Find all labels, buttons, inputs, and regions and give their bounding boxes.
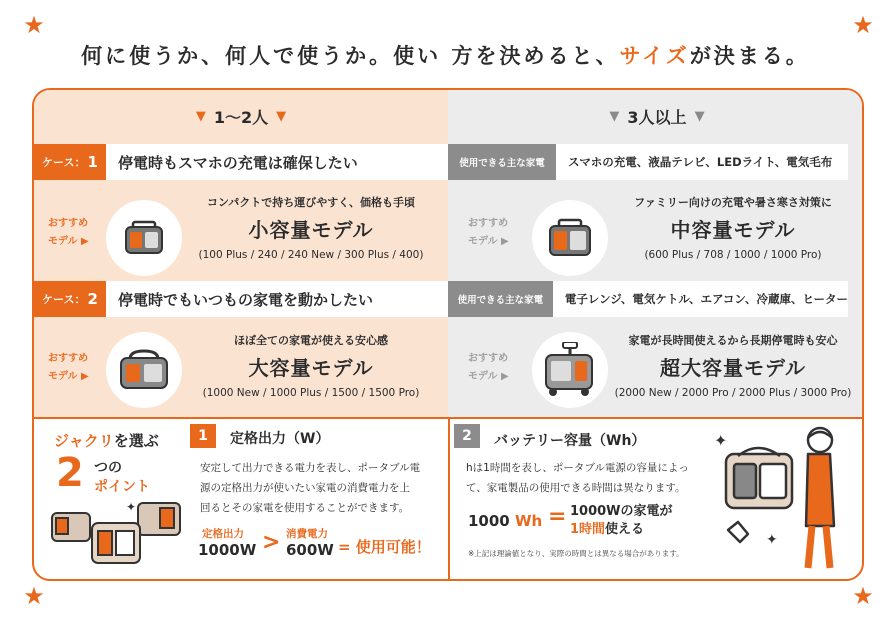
left-column-header: ▼ 1〜2人 ▼ [195,107,287,127]
point2-title: バッテリー容量（Wh） [494,433,646,449]
divider [448,419,450,581]
star-icon: ★ [23,11,45,39]
star-icon: ★ [852,11,874,39]
case-tag: ケース： 2 [34,281,106,317]
medium-model-image [532,200,608,276]
point1-body: 安定して出力できる電力を表し、ポータブル電 源の定格出力が使いたい家電の消費電力を上 回るとその家電を使用することができます。 [200,462,421,514]
large-model-image [106,332,182,408]
rated-value: 1000W [198,541,257,559]
recommend-label: おすすめ モデル ▶ [48,353,89,382]
star-icon: ★ [23,582,45,610]
left-column [34,90,448,417]
small-model-name: 小容量モデル [248,218,374,242]
point2-number: 2 [454,424,480,448]
appliances-tag: 使用できる主な家電 [448,144,556,180]
point-word: ポイント [94,479,150,495]
recommend-label: おすすめ モデル ▶ [468,353,509,382]
small-model-image [106,200,182,276]
right-column-header: ▼ 3人以上 ▼ [609,107,705,127]
medium-model-block: ファミリー向けの充電や暑さ寒さ対策に 中容量モデル (600 Plus / 708 / 1000 / 1000 Pro) [608,194,858,261]
triangle-down-icon: ▼ [276,108,287,124]
svg-text:✦: ✦ [126,500,137,514]
power-stations-illustration [48,495,188,573]
greater-than-icon: > [262,530,281,555]
case2-bar [34,281,448,317]
appliances1-text: スマホの充電、液晶テレビ、LEDライト、電気毛布 [568,155,833,169]
triangle-down-icon: ▼ [195,108,206,124]
two-number: 2 [56,450,84,496]
case1-bar [34,144,448,180]
xl-model-block: 家電が長時間使えるから長期停電時も安心 超大容量モデル (2000 New / 2000 Pro / 2000 Plus / 3000 Pro) [608,332,858,399]
power-station-icon [118,349,170,391]
wh-value: 1000 Wh [468,512,543,530]
wh-explanation: 1000Wの家電が 1時間使える [570,504,673,537]
right-column [448,90,864,417]
usable-result: = 使用可能！ [338,538,431,556]
appliances2-bar [448,281,848,317]
footnote: ※上記は理論値となり、実際の時間とは異なる場合があります。 [468,549,684,558]
triangle-down-icon: ▼ [694,108,705,124]
point1-title: 定格出力（W） [230,431,330,447]
large-model-name: 大容量モデル [248,356,374,380]
svg-text:✦: ✦ [766,532,778,548]
medium-model-name: 中容量モデル [670,218,796,242]
small-model-block: コンパクトで持ち運びやすく、価格も手頃 小容量モデル (100 Plus / 240 / 240 New / 300 Plus / 400) [186,194,436,261]
tsu-text: つの [94,460,122,476]
case2-text: 停電時でもいつもの家電を動かしたい [118,290,374,309]
xl-model-name: 超大容量モデル [660,356,806,380]
power-station-icon [547,218,593,258]
consumption-label: 消費電力 [286,528,328,540]
worker-carrying-battery-illustration [708,426,858,576]
power-station-icon [541,342,599,398]
triangle-down-icon: ▼ [609,108,620,124]
point2-body: hは1時間を表し、ポータブル電源の容量によっ て、家電製品の使用できる時間は異なります。 [466,462,689,494]
case-tag: ケース： 1 [34,144,106,180]
comparison-frame [32,88,864,581]
consumption-value: 600W [286,541,334,559]
star-icon: ★ [852,582,874,610]
equals-icon: = [548,504,567,529]
large-model-block: ほぼ全ての家電が使える安心感 大容量モデル (1000 New / 1000 Plus / 1500 / 1500 Pro) [186,332,436,399]
page-title: 何に使うか、何人で使うか。使い 方を決めると、サイズが決まる。 [81,44,810,68]
appliances2-text: 電子レンジ、電気ケトル、エアコン、冷蔵庫、ヒーター [564,292,848,306]
power-station-icon [123,220,165,256]
point1-number: 1 [190,424,216,448]
appliances-tag: 使用できる主な家電 [448,281,553,317]
xl-model-image [532,332,608,408]
choose-heading: ジャクリを選ぶ [54,432,159,450]
case1-text: 停電時もスマホの充電は確保したい [118,153,358,172]
recommend-label: おすすめ モデル ▶ [468,218,509,247]
svg-text:✦: ✦ [714,431,728,450]
appliances1-bar [448,144,848,180]
rated-label: 定格出力 [202,528,244,540]
recommend-label: おすすめ モデル ▶ [48,218,89,247]
